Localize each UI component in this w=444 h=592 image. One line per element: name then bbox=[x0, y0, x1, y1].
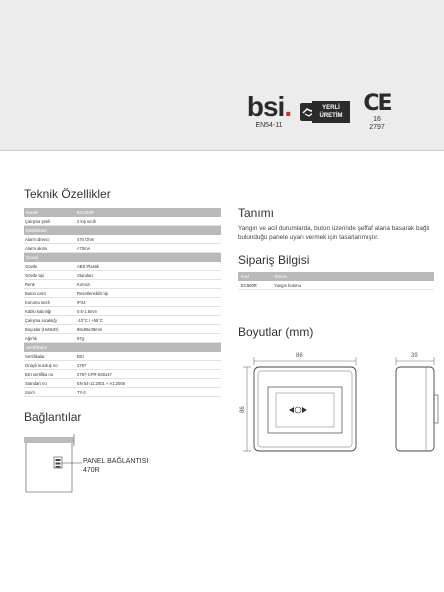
spec-key: Alarm direnci bbox=[25, 237, 50, 242]
panel-connection-label: PANEL BAĞLANTISI bbox=[83, 458, 149, 465]
ce-certification bbox=[357, 92, 397, 132]
spec-value: IP24 bbox=[77, 300, 86, 305]
spec-key: Koruma sınıfı bbox=[25, 300, 50, 305]
siparis-row bbox=[238, 281, 434, 290]
spec-value: 2797-CPR-636147 bbox=[77, 372, 112, 377]
spec-row bbox=[24, 352, 221, 361]
baglantilar-title: Bağlantılar bbox=[24, 410, 82, 424]
enclosure-outline bbox=[26, 440, 72, 492]
spec-model-header bbox=[24, 208, 221, 217]
spec-value: 2797 bbox=[77, 363, 87, 368]
spec-value: Kırmızı bbox=[77, 282, 91, 287]
spec-section-header bbox=[24, 343, 221, 352]
bsi-cert-label: EN54-11 bbox=[255, 122, 283, 129]
spec-section-header bbox=[24, 253, 221, 262]
spec-section-name: Sertifikalar bbox=[26, 345, 48, 350]
spec-key: Çalışma şekli bbox=[25, 219, 50, 224]
siparis-header bbox=[238, 272, 434, 281]
spec-row bbox=[24, 370, 221, 379]
yerli-line2: ÜRETİM bbox=[319, 113, 343, 119]
bsi-certification-logo bbox=[244, 91, 294, 129]
spec-key: Ağırlık bbox=[25, 336, 37, 341]
spec-key: Alarm akımı bbox=[25, 246, 48, 251]
spec-row bbox=[24, 307, 221, 316]
spec-section-header bbox=[24, 226, 221, 235]
tanimi-text: Yangın ve acil durumlarda, buton üzerinde şeffaf alana basarak bağlı bulunduğu panele uyarı vermek için tasarlanmıştır. bbox=[238, 225, 430, 241]
spec-value: EN 54-11:2001 + A1:2005 bbox=[77, 381, 126, 386]
terminal-pin-1 bbox=[56, 459, 61, 461]
specs-title: Teknik Özellikler bbox=[24, 187, 111, 201]
siparis-row-key: EC600R bbox=[241, 283, 257, 288]
ce-mark: CE bbox=[363, 91, 391, 116]
spec-row bbox=[24, 388, 221, 397]
spec-row bbox=[24, 289, 221, 298]
spec-value: <70mA bbox=[77, 246, 91, 251]
spec-value: TY-2 bbox=[77, 390, 86, 395]
spec-key: Gövde bbox=[25, 264, 38, 269]
spec-row bbox=[24, 316, 221, 325]
yerli-uretim-badge bbox=[300, 101, 350, 123]
spec-key: Gövde tipi bbox=[25, 273, 44, 278]
tanimi-title: Tanımı bbox=[238, 206, 275, 220]
spec-row bbox=[24, 379, 221, 388]
width-label: 86 bbox=[296, 353, 303, 359]
spec-row bbox=[24, 235, 221, 244]
boyutlar-title: Boyutlar (mm) bbox=[238, 325, 314, 339]
spec-row bbox=[24, 334, 221, 343]
spec-row bbox=[24, 298, 221, 307]
spec-value: ABS Plastik bbox=[77, 264, 99, 269]
yerli-line1: YERLİ bbox=[322, 105, 340, 111]
spec-row bbox=[24, 280, 221, 289]
spec-key: Standart no bbox=[25, 381, 47, 386]
depth-label: 39 bbox=[411, 353, 418, 359]
spec-model-value: EC600R bbox=[77, 210, 95, 215]
spec-section-name: Elektriksel bbox=[26, 228, 47, 233]
spec-model-key: Model bbox=[26, 210, 39, 215]
spec-value: BSI bbox=[77, 354, 84, 359]
ce-number-1: 16 bbox=[373, 116, 381, 123]
header-divider bbox=[0, 150, 444, 151]
siparis-head-value: Tanımı bbox=[274, 274, 288, 279]
spec-row bbox=[24, 271, 221, 280]
spec-value: Resetlenebilir tip bbox=[77, 291, 108, 296]
bsi-logo-mark: bsi. bbox=[246, 91, 292, 122]
spec-key: Buton cazrı bbox=[25, 291, 47, 296]
side-view-button bbox=[434, 395, 438, 423]
spec-row bbox=[24, 325, 221, 334]
spec-key: Çalışma sıcaklığı bbox=[25, 318, 57, 323]
spec-row bbox=[24, 361, 221, 370]
spec-key: BSI sertifika no bbox=[25, 372, 54, 377]
wiring-diagram bbox=[24, 428, 84, 500]
spec-value: -10°C / +55°C bbox=[77, 318, 104, 323]
spec-value: 470 Ohm bbox=[77, 237, 95, 242]
yerli-uretim-text bbox=[312, 101, 350, 123]
height-label: 86 bbox=[240, 406, 246, 413]
terminal-pin-2 bbox=[56, 463, 61, 465]
spec-key: Boyutlar (HxWxD) bbox=[25, 327, 59, 332]
spec-key: Sınıfı bbox=[25, 390, 35, 395]
siparis-head-key: Kod bbox=[241, 274, 250, 279]
ce-number-2: 2797 bbox=[369, 124, 385, 131]
resistor-label: 470R bbox=[83, 467, 100, 474]
spec-key: Kablo kalınlığı bbox=[25, 309, 52, 314]
spec-value: 97g bbox=[77, 336, 84, 341]
terminal-pin-3 bbox=[56, 466, 61, 468]
spec-key: Onaylı kuruluş no bbox=[25, 363, 58, 368]
siparis-title: Sipariş Bilgisi bbox=[238, 253, 310, 267]
spec-key: Renk bbox=[25, 282, 35, 287]
spec-section-name: Genel bbox=[26, 255, 39, 260]
spec-value: 2 kış sınıfı bbox=[77, 219, 97, 224]
spec-key: Sertifikalar bbox=[25, 354, 45, 359]
siparis-row-value: Yangın butonu bbox=[274, 283, 301, 288]
side-view-outer bbox=[396, 367, 434, 451]
spec-value: 0.5-1.5mm bbox=[77, 309, 98, 314]
spec-row bbox=[24, 244, 221, 253]
dimension-drawing bbox=[238, 345, 444, 455]
spec-row bbox=[24, 262, 221, 271]
spec-value: Standart bbox=[77, 273, 93, 278]
spec-value: 86x86x39mm bbox=[77, 327, 103, 332]
spec-row bbox=[24, 217, 221, 226]
